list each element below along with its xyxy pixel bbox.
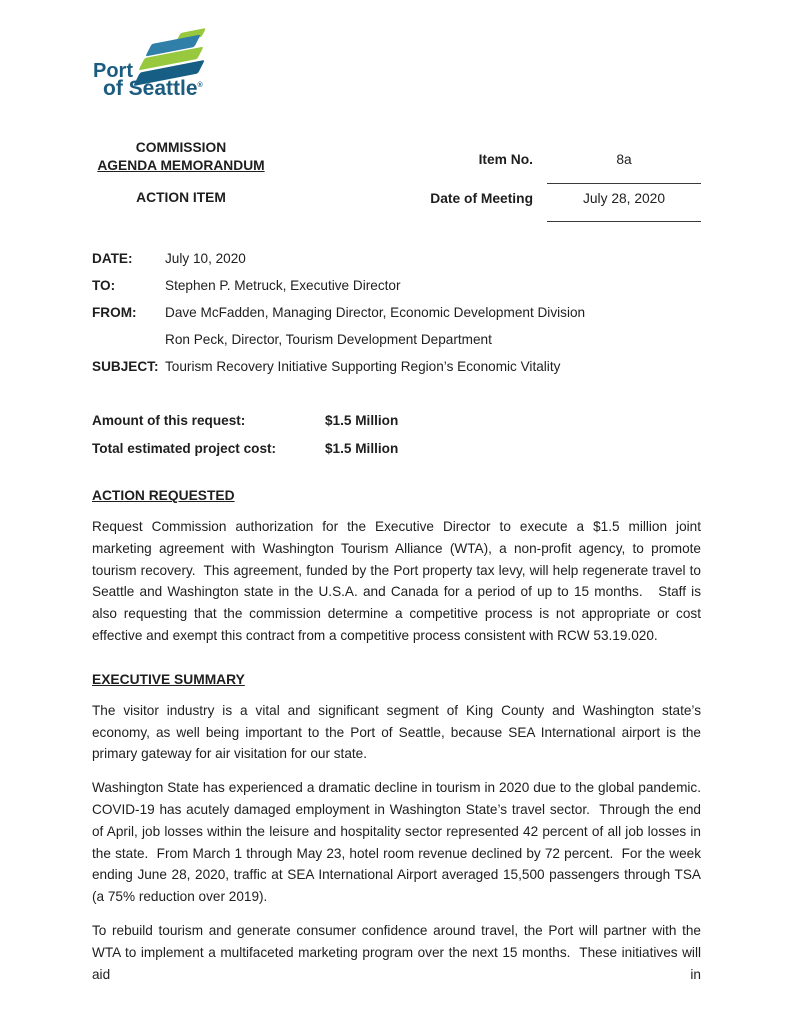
logo-wordmark-line1: Port bbox=[93, 60, 133, 82]
total-project-cost-row bbox=[92, 439, 704, 459]
total-project-cost-value: $1.5 Million bbox=[325, 441, 399, 456]
agenda-memorandum-title: AGENDA MEMORANDUM bbox=[97, 158, 265, 173]
amount-of-request-label: Amount of this request: bbox=[92, 413, 246, 428]
section-heading-executive-summary: EXECUTIVE SUMMARY bbox=[92, 671, 245, 687]
registered-trademark-mark: ® bbox=[197, 82, 203, 89]
section-heading-action-requested: ACTION REQUESTED bbox=[92, 488, 235, 503]
executive-summary-paragraph-2: Washington State has experienced a dramatic decline in tourism in 2020 due to the global pandemic. COVID-19 has acutely damaged employment in Washington State’s travel sector. Through the end of April, job losses within the leisure and hospitality sector represented 42 percent of all job losses in the state. From March 1 through May 23, hotel room revenue declined by 72 percent. For the week ending June 28, 2020, traffic at SEA International Airport averaged 15,500 passengers through TSA (a 75% reduction over 2019). bbox=[92, 780, 709, 905]
logo-swoosh-icon bbox=[136, 30, 206, 82]
request-summary bbox=[92, 411, 704, 467]
document-body bbox=[92, 487, 709, 997]
amount-of-request-row bbox=[92, 411, 704, 431]
item-no-value: 8a bbox=[616, 152, 632, 167]
memo-field-label: SUBJECT: bbox=[92, 359, 159, 374]
port-of-seattle-logo bbox=[90, 28, 220, 100]
amount-of-request-value: $1.5 Million bbox=[325, 413, 399, 428]
memo-field-value: Stephen P. Metruck, Executive Director bbox=[165, 278, 401, 293]
action-item-label: ACTION ITEM bbox=[136, 190, 226, 205]
memo-field-row-subject bbox=[92, 357, 704, 377]
memo-fields bbox=[92, 249, 704, 384]
date-of-meeting-underline bbox=[547, 221, 701, 222]
memo-field-value: July 10, 2020 bbox=[165, 251, 246, 266]
logo-wordmark-line2-text: of Seattle bbox=[103, 77, 198, 100]
date-of-meeting-label: Date of Meeting bbox=[430, 191, 533, 206]
item-no-label: Item No. bbox=[478, 152, 533, 167]
memo-field-label: TO: bbox=[92, 278, 116, 293]
item-no-underline bbox=[547, 183, 701, 184]
memo-field-label bbox=[92, 330, 165, 350]
date-of-meeting-value: July 28, 2020 bbox=[582, 191, 666, 206]
action-requested-paragraph: Request Commission authorization for the Executive Director to execute a $1.5 million joint marketing agreement with Washington Tourism Alliance (WTA), a non-profit agency, to promote tourism recovery. This agreement, funded by the Port property tax levy, will help regenerate travel to Seattle and Washington state in the U.S.A. and Canada for a period of up to 15 months. Staff is also requesting that the commission determine a competitive process is not appropriate or cost effective and exempt this contract from a competitive process consistent with RCW 53.19.020. bbox=[92, 519, 705, 643]
memo-field-value: Ron Peck, Director, Tourism Development Department bbox=[165, 332, 492, 347]
memo-field-row-to bbox=[92, 276, 704, 296]
executive-summary-paragraph-1: The visitor industry is a vital and significant segment of King County and Washington state’s economy, as well being important to the Port of Seattle, because SEA International airport is the primary gateway for air visitation for our state. bbox=[92, 702, 705, 762]
memo-field-label: DATE: bbox=[92, 251, 133, 266]
logo-wordmark-line2 bbox=[103, 77, 203, 101]
memo-title-block bbox=[95, 140, 267, 173]
memo-field-row-date bbox=[92, 249, 704, 269]
executive-summary-paragraph-3: To rebuild tourism and generate consumer confidence around travel, the Port will partner with the WTA to implement a multifaceted marketing program over the next 15 months. These initiatives will aid in bbox=[92, 922, 705, 982]
memo-field-label: FROM: bbox=[92, 305, 137, 320]
memo-field-row-from-2 bbox=[92, 330, 704, 350]
total-project-cost-label: Total estimated project cost: bbox=[92, 441, 277, 456]
memo-field-value: Tourism Recovery Initiative Supporting Region’s Economic Vitality bbox=[165, 359, 561, 374]
commission-title: COMMISSION bbox=[135, 140, 227, 155]
memo-field-row-from bbox=[92, 303, 704, 323]
memo-field-value: Dave McFadden, Managing Director, Economic Development Division bbox=[165, 305, 586, 320]
